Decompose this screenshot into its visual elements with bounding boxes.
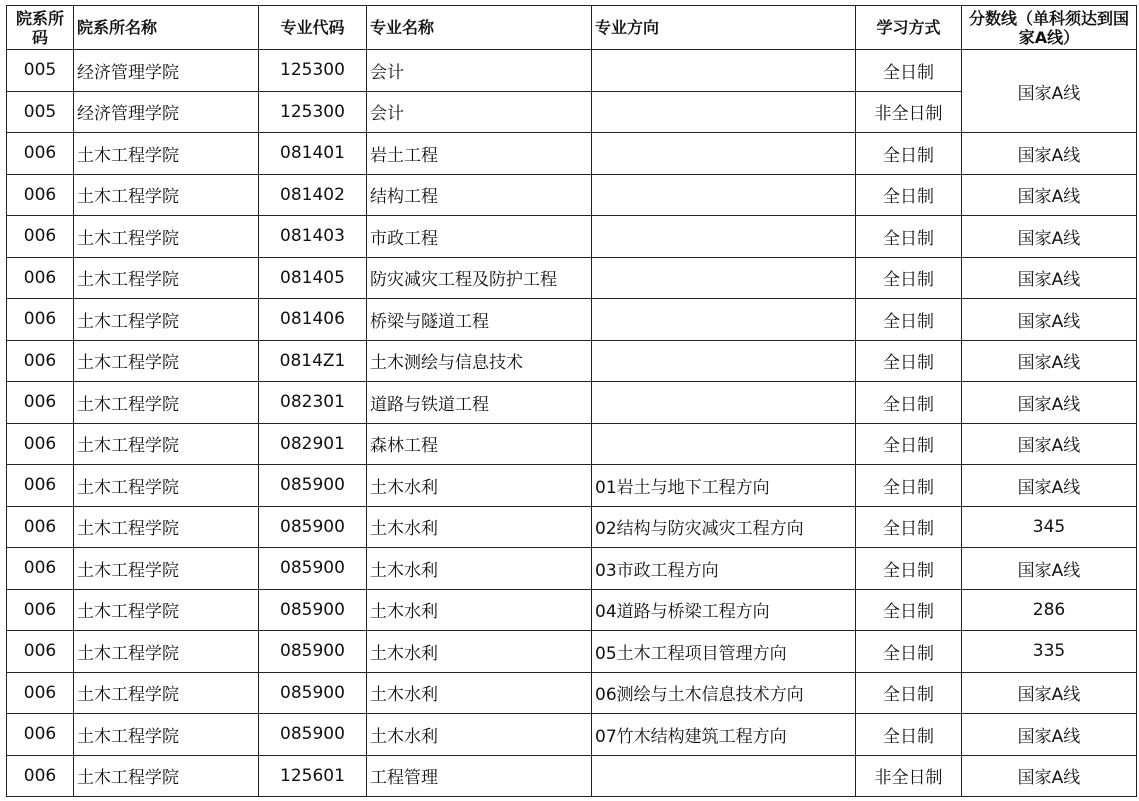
score-line-cell: 国家A线 — [962, 548, 1137, 590]
table-row — [7, 506, 1137, 548]
score-line-cell: 286 — [962, 589, 1137, 631]
major-code-cell: 081401 — [259, 133, 367, 175]
major-name-cell: 会计 — [367, 91, 592, 133]
dept-name-cell: 土木工程学院 — [74, 216, 259, 258]
score-line-cell: 国家A线 — [962, 672, 1137, 714]
dept-code-cell: 006 — [7, 465, 74, 507]
major-name-cell: 土木水利 — [367, 714, 592, 756]
table-row — [7, 299, 1137, 341]
major-name-cell: 土木水利 — [367, 506, 592, 548]
major-name-cell: 桥梁与隧道工程 — [367, 299, 592, 341]
direction-cell — [592, 257, 856, 299]
direction-cell: 01岩土与地下工程方向 — [592, 465, 856, 507]
score-line-cell: 国家A线 — [962, 133, 1137, 175]
score-line-cell: 国家A线 — [962, 50, 1137, 133]
table-row — [7, 714, 1137, 756]
study-mode-cell: 全日制 — [856, 50, 962, 92]
major-name-cell: 道路与铁道工程 — [367, 382, 592, 424]
study-mode-cell: 全日制 — [856, 506, 962, 548]
major-code-cell: 085900 — [259, 672, 367, 714]
major-code-cell: 085900 — [259, 548, 367, 590]
header-study-mode: 学习方式 — [856, 6, 962, 50]
header-major-code: 专业代码 — [259, 6, 367, 50]
study-mode-cell: 非全日制 — [856, 755, 962, 797]
admission-score-table — [6, 5, 1137, 797]
study-mode-cell: 全日制 — [856, 174, 962, 216]
dept-name-cell: 土木工程学院 — [74, 299, 259, 341]
study-mode-cell: 全日制 — [856, 340, 962, 382]
header-dept-name: 院系所名称 — [74, 6, 259, 50]
direction-cell — [592, 423, 856, 465]
header-row — [7, 6, 1137, 50]
dept-code-cell: 006 — [7, 755, 74, 797]
major-name-cell: 会计 — [367, 50, 592, 92]
dept-code-cell: 006 — [7, 423, 74, 465]
study-mode-cell: 全日制 — [856, 589, 962, 631]
direction-cell: 06测绘与土木信息技术方向 — [592, 672, 856, 714]
major-code-cell: 085900 — [259, 506, 367, 548]
score-line-cell: 国家A线 — [962, 382, 1137, 424]
direction-cell — [592, 174, 856, 216]
direction-cell: 07竹木结构建筑工程方向 — [592, 714, 856, 756]
major-code-cell: 125601 — [259, 755, 367, 797]
major-code-cell: 081406 — [259, 299, 367, 341]
direction-cell — [592, 755, 856, 797]
dept-name-cell: 土木工程学院 — [74, 755, 259, 797]
direction-cell — [592, 340, 856, 382]
dept-code-cell: 006 — [7, 382, 74, 424]
score-line-cell: 国家A线 — [962, 340, 1137, 382]
table-row — [7, 631, 1137, 673]
major-name-cell: 土木水利 — [367, 631, 592, 673]
study-mode-cell: 全日制 — [856, 548, 962, 590]
header-dept-code: 院系所码 — [7, 6, 74, 50]
direction-cell — [592, 299, 856, 341]
dept-name-cell: 土木工程学院 — [74, 506, 259, 548]
dept-name-cell: 土木工程学院 — [74, 672, 259, 714]
study-mode-cell: 全日制 — [856, 672, 962, 714]
direction-cell: 02结构与防灾减灾工程方向 — [592, 506, 856, 548]
score-line-cell: 335 — [962, 631, 1137, 673]
dept-code-cell: 006 — [7, 672, 74, 714]
major-code-cell: 081403 — [259, 216, 367, 258]
dept-name-cell: 土木工程学院 — [74, 423, 259, 465]
major-name-cell: 土木水利 — [367, 672, 592, 714]
dept-name-cell: 土木工程学院 — [74, 589, 259, 631]
dept-code-cell: 006 — [7, 631, 74, 673]
study-mode-cell: 全日制 — [856, 423, 962, 465]
study-mode-cell: 全日制 — [856, 714, 962, 756]
score-line-cell: 345 — [962, 506, 1137, 548]
dept-name-cell: 土木工程学院 — [74, 257, 259, 299]
dept-code-cell: 006 — [7, 216, 74, 258]
dept-code-cell: 006 — [7, 506, 74, 548]
direction-cell — [592, 382, 856, 424]
major-name-cell: 市政工程 — [367, 216, 592, 258]
major-name-cell: 土木水利 — [367, 589, 592, 631]
direction-cell — [592, 216, 856, 258]
score-line-cell: 国家A线 — [962, 423, 1137, 465]
dept-name-cell: 土木工程学院 — [74, 340, 259, 382]
major-code-cell: 085900 — [259, 589, 367, 631]
score-line-cell: 国家A线 — [962, 755, 1137, 797]
score-line-cell: 国家A线 — [962, 174, 1137, 216]
major-name-cell: 岩土工程 — [367, 133, 592, 175]
table-row — [7, 548, 1137, 590]
header-major-name: 专业名称 — [367, 6, 592, 50]
study-mode-cell: 全日制 — [856, 299, 962, 341]
score-line-cell: 国家A线 — [962, 257, 1137, 299]
major-name-cell: 结构工程 — [367, 174, 592, 216]
direction-cell: 04道路与桥梁工程方向 — [592, 589, 856, 631]
score-line-cell: 国家A线 — [962, 465, 1137, 507]
direction-cell: 05土木工程项目管理方向 — [592, 631, 856, 673]
major-name-cell: 工程管理 — [367, 755, 592, 797]
dept-name-cell: 土木工程学院 — [74, 174, 259, 216]
major-code-cell: 082901 — [259, 423, 367, 465]
major-code-cell: 125300 — [259, 50, 367, 92]
direction-cell: 03市政工程方向 — [592, 548, 856, 590]
study-mode-cell: 全日制 — [856, 216, 962, 258]
table-row — [7, 755, 1137, 797]
dept-code-cell: 006 — [7, 548, 74, 590]
dept-name-cell: 土木工程学院 — [74, 631, 259, 673]
study-mode-cell: 全日制 — [856, 257, 962, 299]
major-name-cell: 土木水利 — [367, 548, 592, 590]
table-row — [7, 340, 1137, 382]
table-row — [7, 672, 1137, 714]
table-row — [7, 589, 1137, 631]
direction-cell — [592, 91, 856, 133]
dept-code-cell: 006 — [7, 714, 74, 756]
major-name-cell: 土木水利 — [367, 465, 592, 507]
table-row — [7, 423, 1137, 465]
score-line-cell: 国家A线 — [962, 299, 1137, 341]
study-mode-cell: 全日制 — [856, 382, 962, 424]
dept-name-cell: 经济管理学院 — [74, 91, 259, 133]
dept-name-cell: 土木工程学院 — [74, 133, 259, 175]
table-row — [7, 465, 1137, 507]
dept-name-cell: 土木工程学院 — [74, 465, 259, 507]
dept-code-cell: 005 — [7, 91, 74, 133]
study-mode-cell: 全日制 — [856, 465, 962, 507]
major-code-cell: 085900 — [259, 465, 367, 507]
major-name-cell: 土木测绘与信息技术 — [367, 340, 592, 382]
study-mode-cell: 全日制 — [856, 631, 962, 673]
major-code-cell: 085900 — [259, 714, 367, 756]
dept-name-cell: 经济管理学院 — [74, 50, 259, 92]
table-row — [7, 216, 1137, 258]
table-row — [7, 257, 1137, 299]
score-line-cell: 国家A线 — [962, 714, 1137, 756]
dept-code-cell: 006 — [7, 589, 74, 631]
header-score-line: 分数线（单科须达到国家A线） — [962, 6, 1137, 50]
dept-name-cell: 土木工程学院 — [74, 382, 259, 424]
major-code-cell: 125300 — [259, 91, 367, 133]
major-code-cell: 085900 — [259, 631, 367, 673]
study-mode-cell: 非全日制 — [856, 91, 962, 133]
major-code-cell: 082301 — [259, 382, 367, 424]
dept-code-cell: 006 — [7, 299, 74, 341]
dept-code-cell: 006 — [7, 133, 74, 175]
table-row — [7, 50, 1137, 92]
dept-code-cell: 006 — [7, 257, 74, 299]
table-row — [7, 174, 1137, 216]
direction-cell — [592, 50, 856, 92]
major-code-cell: 081405 — [259, 257, 367, 299]
dept-name-cell: 土木工程学院 — [74, 548, 259, 590]
direction-cell — [592, 133, 856, 175]
dept-code-cell: 005 — [7, 50, 74, 92]
major-name-cell: 森林工程 — [367, 423, 592, 465]
major-name-cell: 防灾减灾工程及防护工程 — [367, 257, 592, 299]
dept-code-cell: 006 — [7, 174, 74, 216]
score-line-cell: 国家A线 — [962, 216, 1137, 258]
table-row — [7, 382, 1137, 424]
table-row — [7, 133, 1137, 175]
dept-name-cell: 土木工程学院 — [74, 714, 259, 756]
study-mode-cell: 全日制 — [856, 133, 962, 175]
header-direction: 专业方向 — [592, 6, 856, 50]
major-code-cell: 081402 — [259, 174, 367, 216]
major-code-cell: 0814Z1 — [259, 340, 367, 382]
dept-code-cell: 006 — [7, 340, 74, 382]
